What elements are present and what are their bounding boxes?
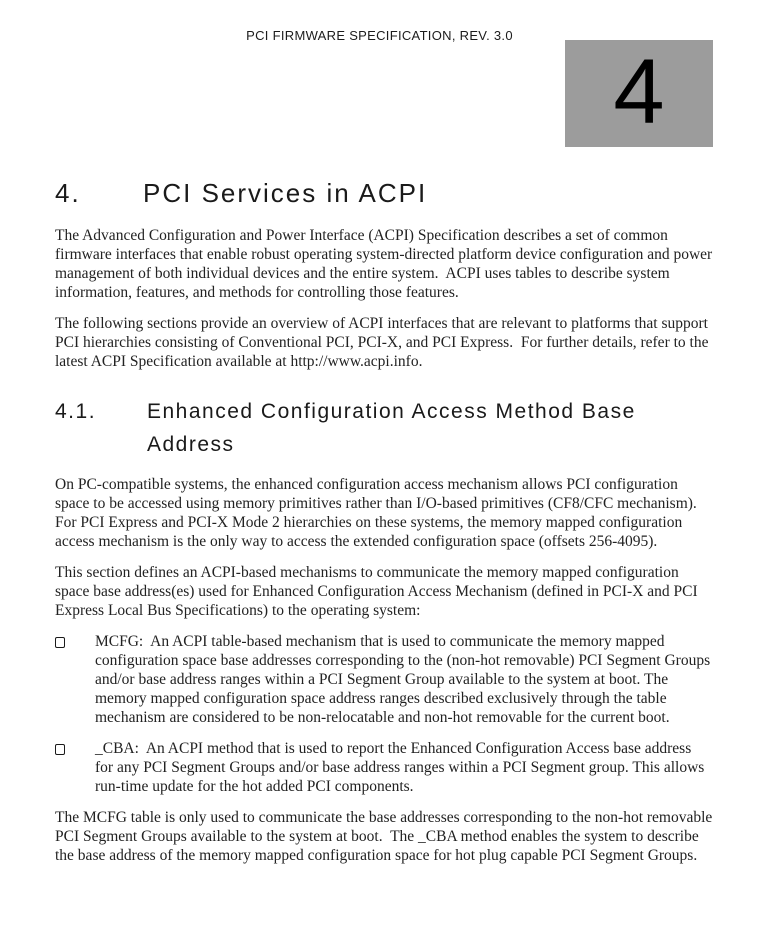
bullet-item-cba: [55, 739, 713, 796]
chapter-tab: [565, 40, 713, 147]
chapter-heading-title: PCI Services in ACPI: [143, 178, 428, 208]
checkbox-bullet-icon: [55, 637, 65, 648]
intro-paragraph-1: The Advanced Configuration and Power Interface (ACPI) Specification describes a set of common firmware interfaces that enable robust operating system-directed platform device configuration and power management of both individual devices and the entire system. ACPI uses tables to describe system information, features, and methods for controlling those features.: [55, 227, 717, 301]
page-content: [55, 178, 717, 877]
chapter-heading: [55, 178, 713, 208]
bullet-text-mcfg: MCFG: An ACPI table-based mechanism that is used to communicate the memory mapped configuration space base addresses corresponding to the (non-hot removable) PCI Segment Groups and/or base address ranges within a PCI Segment Group available to the system at boot. The memory mapped configuration space address ranges described exclusively through the table mechanism are considered to be non-relocatable and non-hot removable for the current boot.: [95, 633, 714, 726]
section-heading-number: 4.1.: [55, 400, 97, 423]
chapter-heading-number: 4.: [55, 178, 81, 208]
running-header: PCI FIRMWARE SPECIFICATION, REV. 3.0: [246, 28, 513, 43]
bullet-marker: [55, 632, 95, 727]
closing-paragraph: The MCFG table is only used to communicate the base addresses corresponding to the non-hot removable PCI Segment Groups available to the system at boot. The _CBA method enables the system to describe the base address of the memory mapped configuration space for hot plug capable PCI Segment Groups.: [55, 809, 717, 864]
section-paragraph-1: On PC-compatible systems, the enhanced configuration access mechanism allows PCI configuration space to be accessed using memory primitives rather than I/O-based primitives (CF8/CFC mechanism). For PCI Express and PCI-X Mode 2 hierarchies on these systems, the memory mapped configuration access mechanism is the only way to access the extended configuration space (offsets 256-4095).: [55, 476, 705, 550]
bullet-item-mcfg: [55, 632, 713, 727]
checkbox-bullet-icon: [55, 744, 65, 755]
intro-paragraph-2: The following sections provide an overview of ACPI interfaces that are relevant to platforms that support PCI hierarchies consisting of Conventional PCI, PCI-X, and PCI Express. For further details, refer to the latest ACPI Specification available at http://www.acpi.info.: [55, 315, 713, 370]
bullet-marker: [55, 739, 95, 796]
chapter-tab-number: 4: [613, 40, 665, 143]
section-heading: [55, 395, 713, 461]
section-paragraph-2: This section defines an ACPI-based mechanisms to communicate the memory mapped configuration space base address(es) used for Enhanced Configuration Access Mechanism (defined in PCI-X and PCI Express Local Bus Specifications) to the operating system:: [55, 564, 702, 619]
section-heading-title: Enhanced Configuration Access Method Base Address: [147, 400, 636, 456]
bullet-text-cba: _CBA: An ACPI method that is used to report the Enhanced Configuration Access base address for any PCI Segment Groups and/or base address ranges within a PCI Segment group. This allows run-time update for the hot added PCI components.: [95, 740, 709, 795]
